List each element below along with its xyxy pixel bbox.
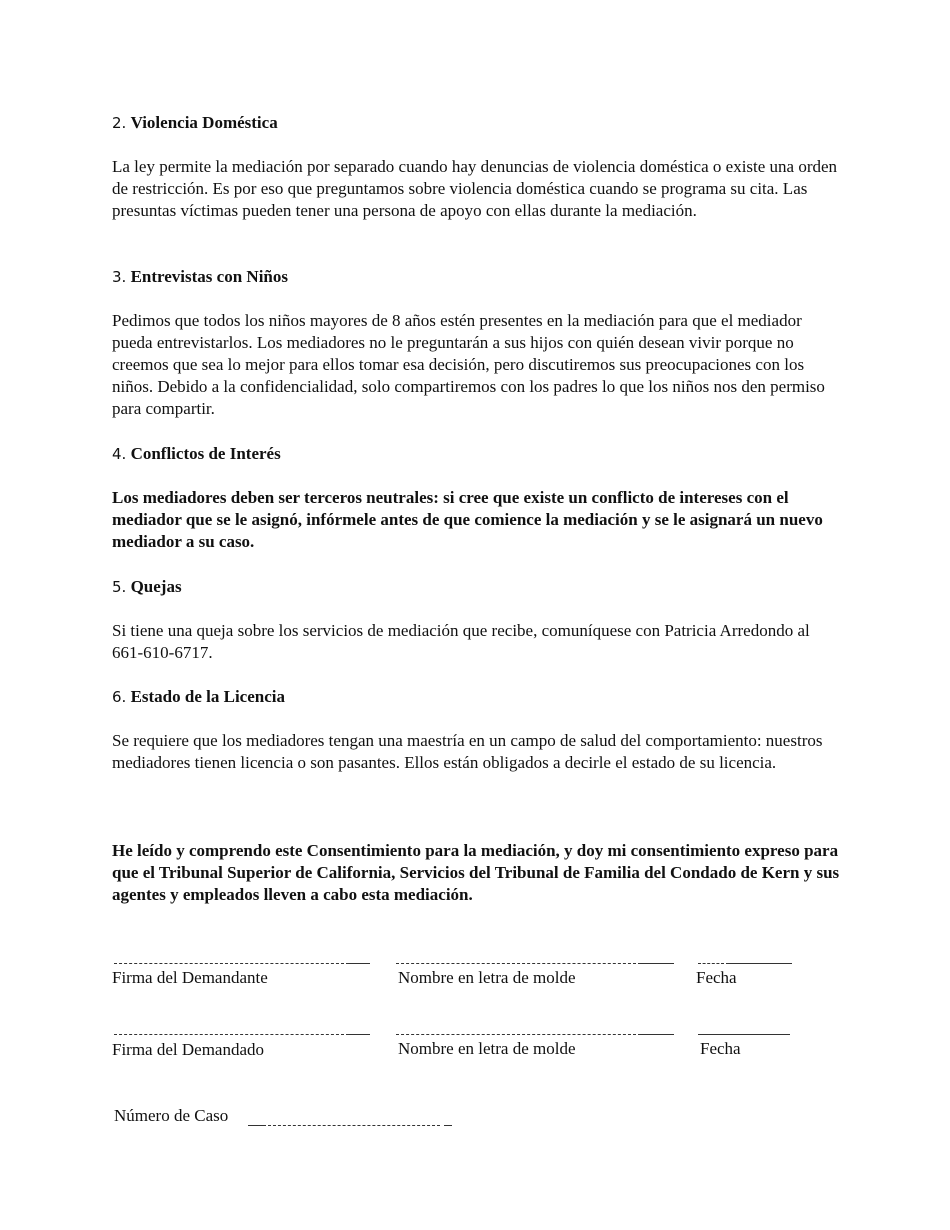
section-number: 4. (112, 445, 127, 463)
respondent-date-label: Fecha (700, 1039, 741, 1058)
respondent-name-label: Nombre en letra de molde (398, 1039, 576, 1058)
petitioner-signature-line[interactable] (114, 962, 344, 964)
section-heading (112, 266, 288, 288)
section-body: Pedimos que todos los niños mayores de 8 años estén presentes en la mediación para que el mediador pueda entrevistarlos. Los mediadores no le preguntarán a sus hijos con quién desean vivir porque no creemos que sea lo mejor para ellos tomar esa decisión, pero discutiremos sus preocupaciones con los niños. Debido a la confidencialidad, solo compartiremos con los padres lo que los niños nos den permiso para compartir. (112, 311, 825, 418)
petitioner-name-line[interactable] (396, 962, 636, 964)
section-title: Conflictos de Interés (130, 444, 281, 463)
section-body: Los mediadores deben ser terceros neutrales: si cree que existe un conflicto de intereses con el mediador que se le asignó, infórmele antes de que comience la mediación y se le asignará un nuevo mediador a su caso. (112, 488, 823, 551)
petitioner-date-label: Fecha (696, 968, 737, 987)
petitioner-signature-label: Firma del Demandante (112, 968, 268, 987)
section-number: 6. (112, 688, 127, 706)
respondent-signature-line-end (346, 1033, 370, 1035)
petitioner-name-label: Nombre en letra de molde (398, 968, 576, 987)
section-body: Se requiere que los mediadores tengan una maestría en un campo de salud del comportamiento: nuestros mediadores tienen licencia o son pasantes. Ellos están obligados a decirle el estado de su licencia. (112, 731, 823, 772)
petitioner-date-line-end (726, 962, 792, 964)
section-title: Violencia Doméstica (130, 113, 278, 132)
section-heading (112, 443, 281, 465)
respondent-name-line-end (638, 1033, 674, 1035)
section-title: Quejas (130, 577, 182, 596)
section-number: 2. (112, 114, 127, 132)
case-number-label: Número de Caso (114, 1106, 229, 1125)
section-title: Entrevistas con Niños (130, 267, 288, 286)
section-number: 5. (112, 578, 127, 596)
section-body: Si tiene una queja sobre los servicios de mediación que recibe, comuníquese con Patricia Arredondo al 661-610-6717. (112, 621, 810, 662)
section-heading (112, 686, 285, 708)
consent-statement: He leído y comprendo este Consentimiento para la mediación, y doy mi consentimiento expreso para que el Tribunal Superior de California, Servicios del Tribunal de Familia del Condado de Kern y sus agentes y empleados lleven a cabo esta mediación. (112, 841, 840, 904)
petitioner-signature-line-end (346, 962, 370, 964)
section-number: 3. (112, 268, 127, 286)
respondent-signature-label: Firma del Demandado (112, 1040, 265, 1059)
respondent-date-line[interactable] (698, 1033, 790, 1035)
section-heading (112, 576, 182, 598)
respondent-signature-line[interactable] (114, 1033, 344, 1035)
section-title: Estado de la Licencia (130, 687, 285, 706)
case-number-line[interactable] (268, 1124, 440, 1126)
section-heading (112, 112, 278, 134)
petitioner-date-line[interactable] (698, 962, 724, 964)
respondent-name-line[interactable] (396, 1033, 636, 1035)
section-body: La ley permite la mediación por separado cuando hay denuncias de violencia doméstica o existe una orden de restricción. Es por eso que preguntamos sobre violencia doméstica cuando se programa su cita. Las presuntas víctimas pueden tener una persona de apoyo con ellas durante la mediación. (112, 157, 838, 220)
case-number-line-start (248, 1124, 266, 1126)
petitioner-name-line-end (638, 962, 674, 964)
case-number-line-end (444, 1124, 452, 1126)
